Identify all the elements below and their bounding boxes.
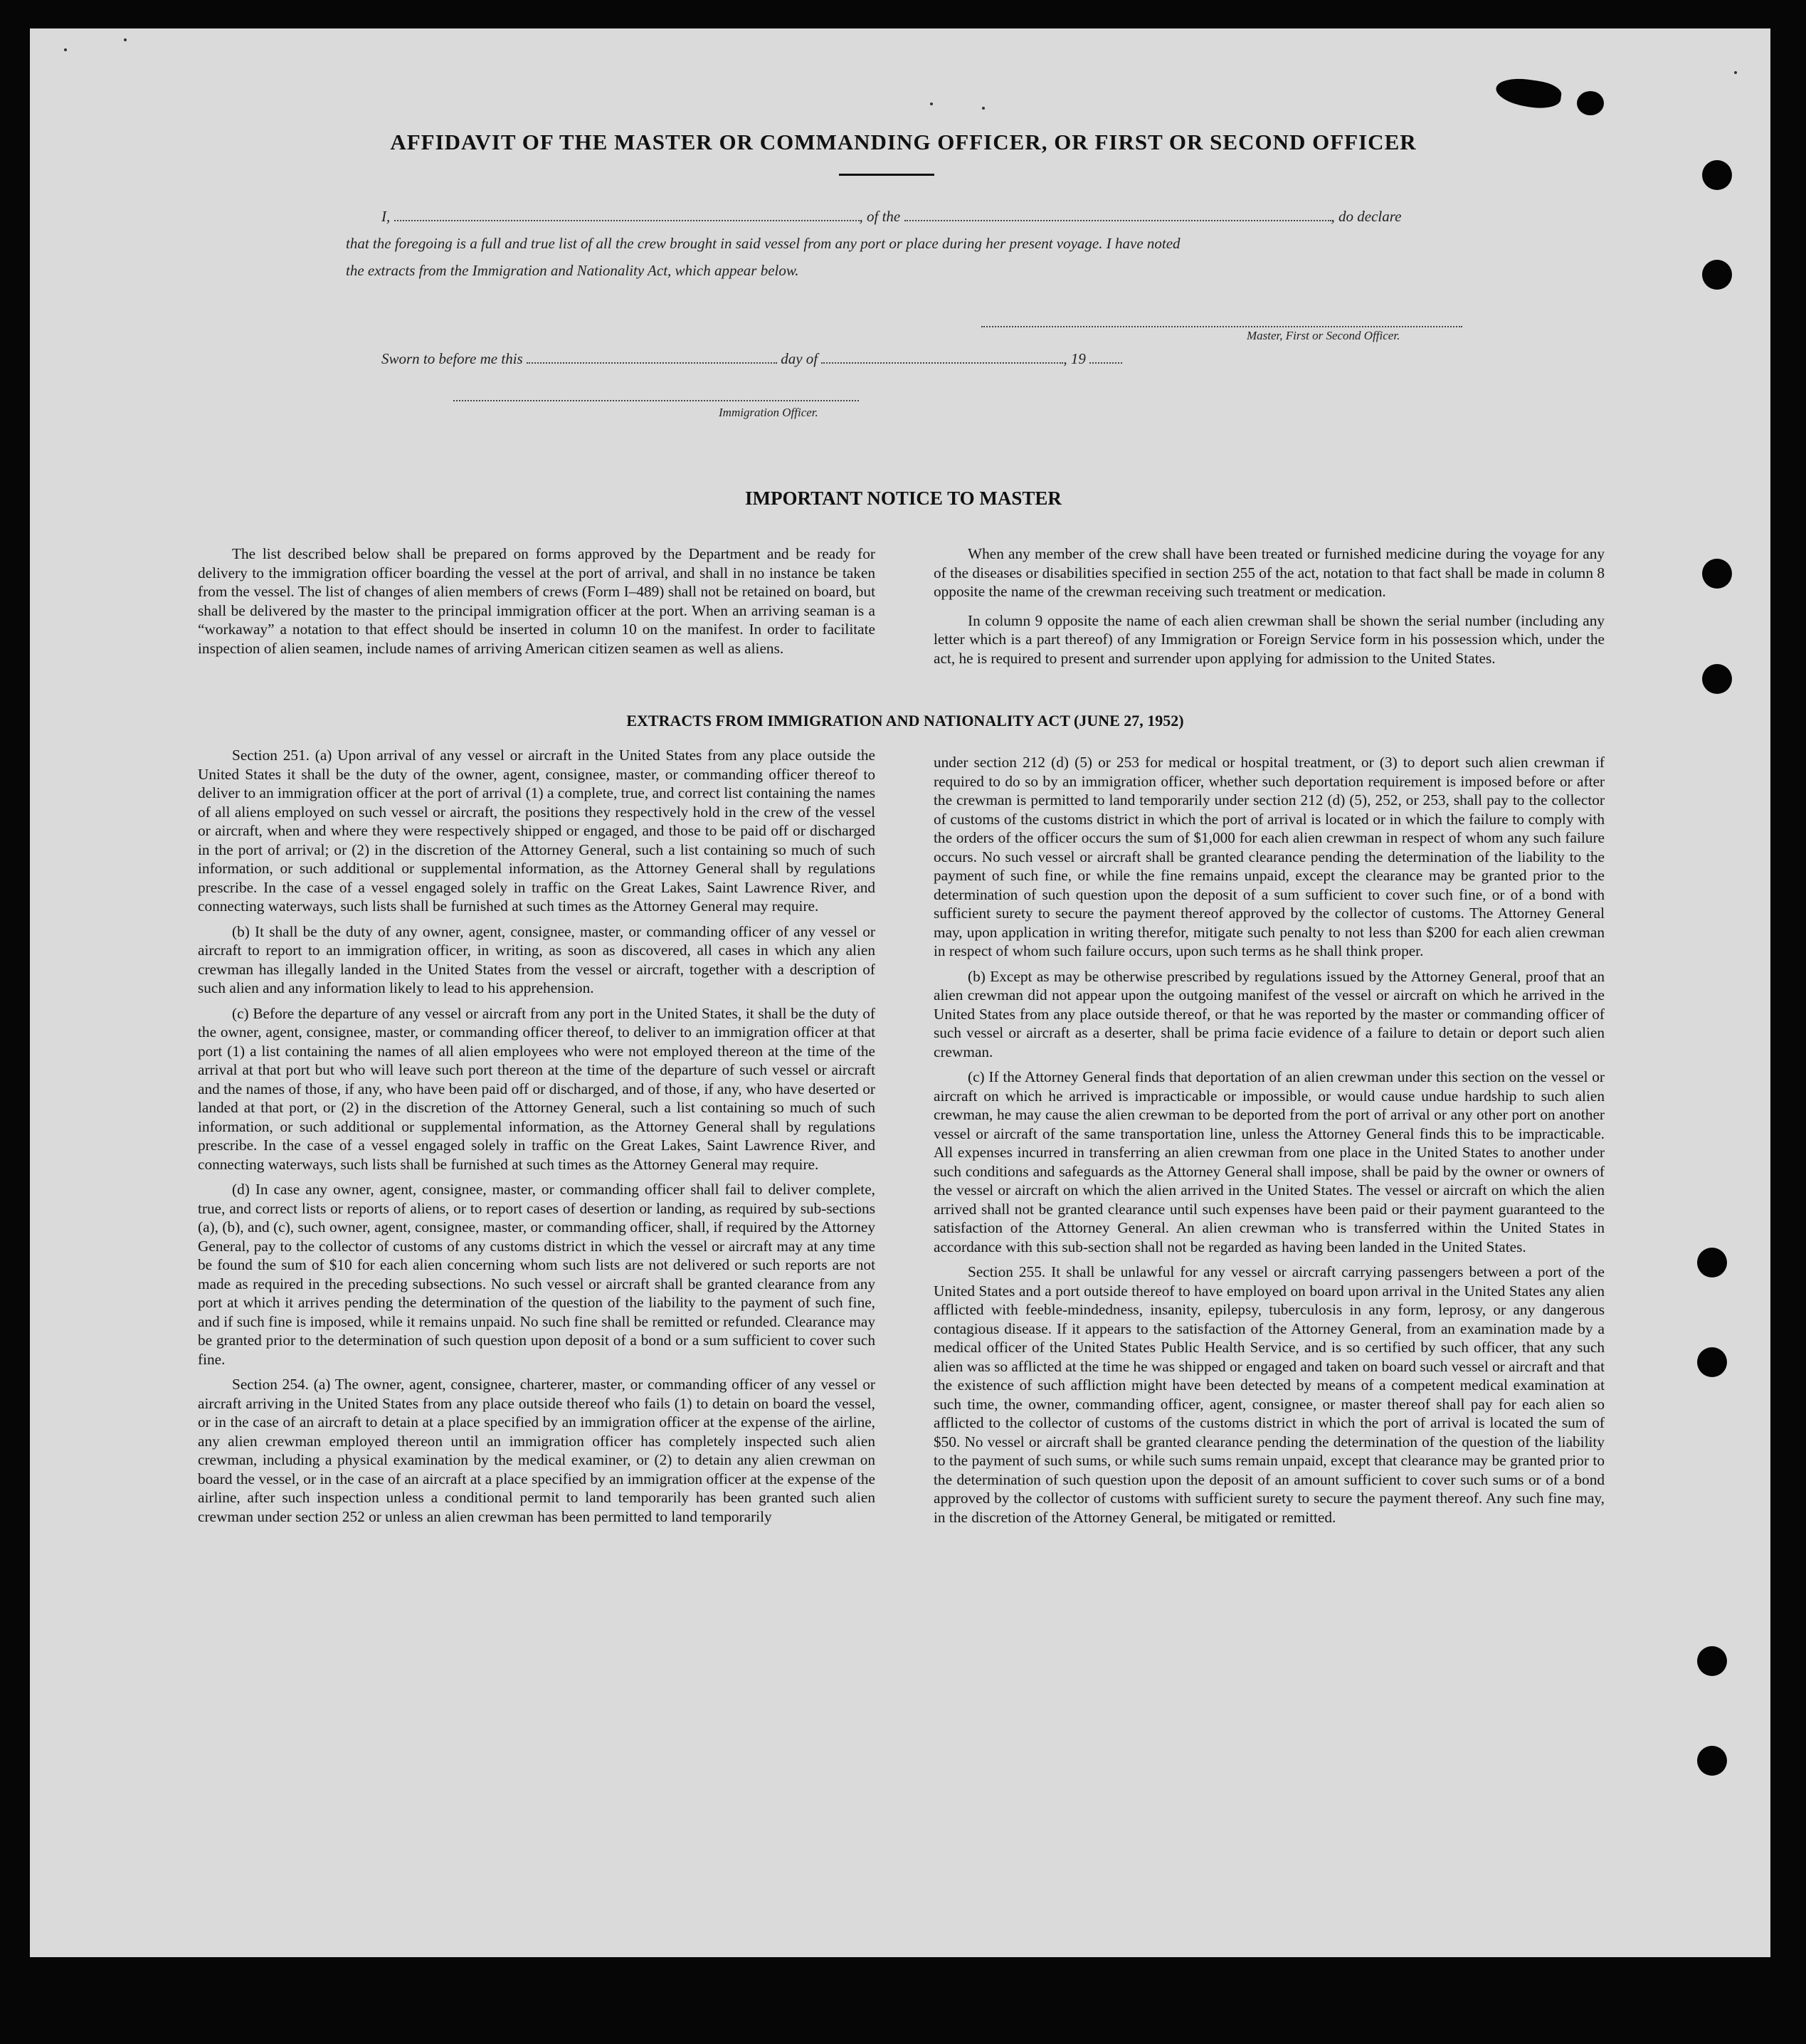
notice-left-paragraph: The list described below shall be prepared on forms approved by the Department and be ready for delivery to the immigration officer boarding the vessel at the port of arrival, and shall in no instance be taken from the vessel. The list of changes of alien members of crews (Form I–489) shall not be retained on board, but shall be delivered by the master to the principal immigration officer at the port. When an arriving seaman is a “workaway” a notation to that effect should be inserted in column 10 on the manifest. In order to facilitate inspection of alien seamen, include names of arriving American citizen seamen as well as aliens. <box>198 545 875 657</box>
sworn-line <box>381 350 1122 368</box>
binder-hole <box>1697 1248 1727 1278</box>
binder-hole <box>1697 1746 1727 1776</box>
declaration-text-line-3: the extracts from the Immigration and Nationality Act, which appear below. <box>346 262 799 279</box>
sworn-day-blank[interactable] <box>527 352 777 364</box>
section-251-d: (d) In case any owner, agent, consignee, master, or commanding officer shall fail to deliver complete, true, and correct lists or reports of aliens, or to report cases of desertion or landing, as required by sub-sections (a), (b), and (c), such owner, agent, consignee, master, or commanding officer, shall, if required by the Attorney General, pay to the collector of customs of any customs district in which the vessel or aircraft may at any time be found the sum of $10 for each alien concerning whom such lists are not delivered or such reports are not made as required in the preceding subsections. No such vessel or aircraft shall be granted clearance from any port at which it arrives pending the determination of the question of the liability to the payment of such fine, and if such fine is imposed, while it remains unpaid. No such fine shall be remitted or refunded. Clearance may be granted prior to the determination of such question upon deposit of a bond or a sum sufficient to cover such fine. <box>198 1181 875 1368</box>
title-underline <box>839 174 934 176</box>
extracts-heading: EXTRACTS FROM IMMIGRATION AND NATIONALITY ACT (JUNE 27, 1952) <box>626 712 1184 729</box>
speck <box>124 38 127 41</box>
notice-right-paragraph-1: When any member of the crew shall have been treated or furnished medicine during the voyage for any of the diseases or disabilities specified in section 255 of the act, notation to that fact shall be made in column 8 opposite the name of the crewman receiving such treatment or medication. <box>934 545 1605 600</box>
section-254-a: Section 254. (a) The owner, agent, consignee, charterer, master, or commanding officer of any vessel or aircraft arriving in the United States from any place outside thereof who fails (1) to detain on board the vessel, or in the case of an aircraft to detain at a place specified by an immigration officer at the expense of the airline, any alien crewman employed thereon until an immigration officer has completely inspected such alien crewman, including a physical examination by the medical examiner, or (2) to detain any alien crewman on board the vessel, or in the case of an aircraft at a place specified by an immigration officer at the expense of the airline, after such inspection unless a conditional permit to land temporarily has been granted such alien crewman under section 252 or unless an alien crewman has been permitted to land temporarily <box>198 1376 875 1525</box>
notice-heading: IMPORTANT NOTICE TO MASTER <box>745 488 1062 509</box>
ink-blot <box>1577 91 1604 115</box>
notice-right-column <box>934 544 1605 674</box>
immigration-officer-signature-line[interactable] <box>453 400 859 401</box>
section-251-c: (c) Before the departure of any vessel or aircraft from any port in the United States, it shall be the duty of the owner, agent, consignee, master, or commanding officer thereof, to deliver to an immigration officer at that port (1) a list containing the names of all alien employees who were not employed thereon at the time of the arrival at that port but who will leave such port thereon at the time of the departure of such vessel or aircraft and the names of those, if any, who have been paid off or discharged, and of those, if any, who have deserted or landed at that port, or (2) in the discretion of the Attorney General, such a list containing so much of such information, or such additional or supplemental information, as the Attorney General shall by regulations prescribe. In the case of a vessel engaged solely in traffic on the Great Lakes, Saint Lawrence River, and connecting waterways, such lists shall be furnished at such times as the Attorney General may require. <box>198 1004 875 1173</box>
binder-hole <box>1702 559 1732 589</box>
binder-hole <box>1702 260 1732 290</box>
immigration-officer-caption: Immigration Officer. <box>719 406 818 419</box>
name-blank[interactable] <box>394 210 860 221</box>
notice-right-paragraph-2: In column 9 opposite the name of each alien crewman shall be shown the serial number (including any letter which is a part thereof) of any Immigration or Foreign Service form in his possession which, under the act, he is required to present and surrender upon applying for admission to the United States. <box>934 611 1605 667</box>
sworn-day-of: day of <box>781 350 818 367</box>
declaration-prefix: I, <box>381 208 391 225</box>
sworn-prefix: Sworn to before me this <box>381 350 523 367</box>
section-251-a: Section 251. (a) Upon arrival of any vessel or aircraft in the United States from any place outside the United States it shall be the duty of the owner, agent, consignee, master, or commanding officer thereof to deliver to an immigration officer at the port of arrival (1) a complete, true, and correct list containing the names of all aliens employed on such vessel or aircraft, the positions they respectively hold in the crew of the vessel or aircraft, when and where they were respectively shipped or engaged, and those to be paid off or discharged in the port of arrival; or (2) in the discretion of the Attorney General, such a list containing so much of such information, or such additional or supplemental information, as the Attorney General shall by regulations prescribe. In the case of a vessel engaged solely in traffic on the Great Lakes, Saint Lawrence River, and connecting waterways, such lists shall be furnished at such times as the Attorney General may require. <box>198 747 875 915</box>
binder-hole <box>1702 664 1732 694</box>
declaration-line <box>381 208 1401 226</box>
ink-blot <box>1494 75 1563 111</box>
sworn-year-blank[interactable] <box>1089 352 1122 364</box>
speck <box>930 102 933 105</box>
binder-hole <box>1702 160 1732 190</box>
vessel-blank[interactable] <box>904 210 1331 221</box>
sworn-month-blank[interactable] <box>821 352 1063 364</box>
declaration-text-line-2: that the foregoing is a full and true list of all the crew brought in said vessel from any port or place during her present voyage. I have noted <box>346 235 1181 252</box>
declaration-vessel-prefix: , of the <box>859 208 901 225</box>
affidavit-title: AFFIDAVIT OF THE MASTER OR COMMANDING OFFICER, OR FIRST OR SECOND OFFICER <box>390 130 1417 154</box>
sworn-year-prefix: , 19 <box>1063 350 1086 367</box>
notice-left-column <box>198 544 875 664</box>
declaration-suffix: , do declare <box>1331 208 1402 225</box>
speck <box>982 107 985 110</box>
extracts-left-column <box>198 746 875 1532</box>
binder-hole <box>1697 1347 1727 1377</box>
extracts-right-column <box>934 753 1605 1533</box>
master-signature-line[interactable] <box>981 326 1462 327</box>
section-254-c: (c) If the Attorney General finds that deportation of an alien crewman under this section on the vessel or aircraft on which he arrived is impracticable or impossible, or would cause undue hardship to such alien crewman, he may cause the alien crewman to be deported from the port of arrival or any other port on another vessel or aircraft of the same transportation line, unless the Attorney General finds this to be impracticable. All expenses incurred in transferring an alien crewman from one place in the United States to another under such conditions and safeguards as the Attorney General shall impose, shall be paid by the owner or owners of the vessel or aircraft on which the alien arrived in the United States. The vessel or aircraft on which the alien arrived shall not be granted clearance until such expenses have been paid or their payment guaranteed to the satisfaction of the Attorney General. An alien crewman who is transferred within the United States in accordance with this sub-section shall not be regarded as having been landed in the United States. <box>934 1068 1605 1255</box>
speck <box>64 48 67 51</box>
binder-hole <box>1697 1646 1727 1676</box>
document-page <box>30 28 1770 1957</box>
master-signature-caption: Master, First or Second Officer. <box>1247 329 1400 342</box>
section-255: Section 255. It shall be unlawful for any vessel or aircraft carrying passengers between a port of the United States and a port outside thereof to have employed on board upon arrival in the United States any alien afflicted with feeble-mindedness, insanity, epilepsy, tuberculosis in any form, leprosy, or any dangerous contagious disease. If it appears to the satisfaction of the Attorney General, from an examination made by a medical officer of the United States Public Health Service, and is so certified by such officer, that any such alien was so afflicted at the time he was shipped or engaged and taken on board such vessel or aircraft and that the existence of such affliction might have been detected by means of a competent medical examination at such time, the owner, commanding officer, agent, consignee, or master thereof shall pay for each alien so afflicted to the collector of customs of the customs district in which the port of arrival is located the sum of $50. No vessel or aircraft shall be granted clearance pending the determination of the question of the liability to the payment of such sums, or while such sums remain unpaid, except that clearance may be granted prior to the determination of such question upon the deposit of an amount sufficient to cover such sums or of a bond approved by the collector of customs with sufficient surety to secure the payment thereof. Any such fine may, in the discretion of the Attorney General, be mitigated or remitted. <box>934 1263 1605 1526</box>
section-251-b: (b) It shall be the duty of any owner, agent, consignee, master, or commanding officer of any vessel or aircraft to report to an immigration officer, in writing, as soon as discovered, all cases in which any alien crewman has illegally landed in the United States from the vessel or aircraft, together with a description of such alien and any information likely to lead to his apprehension. <box>198 922 875 996</box>
section-254-a-continued: under section 212 (d) (5) or 253 for medical or hospital treatment, or (3) to deport such alien crewman if required to do so by an immigration officer, whether such deportation requirement is imposed before or after the crewman is permitted to land temporarily under section 212 (d) (5), 252, or 253, shall pay to the collector of customs of the customs district in which the port of arrival is located or in which the failure to comply with the orders of the officer occurs the sum of $1,000 for each alien crewman in respect of whom any such failure occurs. No such vessel or aircraft shall be granted clearance pending the determination of the liability to the payment of such fine, or while the fine remains unpaid, except the clearance may be granted prior to the determination of such question upon the deposit of a sum sufficient to cover such fine, or of a bond with sufficient surety to secure the payment thereof approved by the collector of customs. The Attorney General may, upon application in writing therefor, mitigate such penalty to not less than $200 for each alien crewman in respect of whom such failure occurs, upon such terms as he shall think proper. <box>934 754 1605 959</box>
speck <box>1734 71 1737 74</box>
section-254-b: (b) Except as may be otherwise prescribed by regulations issued by the Attorney General, proof that an alien crewman did not appear upon the outgoing manifest of the vessel or aircraft on which he arrived in the United States from any place outside thereof, or that he was reported by the master or commanding officer of such vessel or aircraft as a deserter, shall be prima facie evidence of a failure to detain or deport such alien crewman. <box>934 967 1605 1060</box>
